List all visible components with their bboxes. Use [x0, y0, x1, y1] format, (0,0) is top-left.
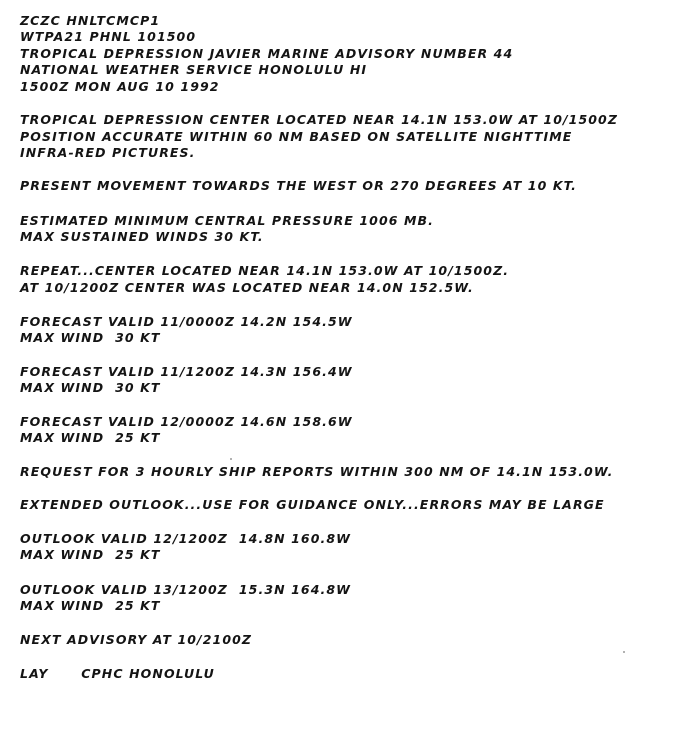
forecaster-signature: LAY CPHC HONOLULU	[20, 666, 215, 681]
outlook-valid-2: OUTLOOK VALID 13/1200Z 15.3N 164.8W	[20, 582, 352, 597]
central-pressure: ESTIMATED MINIMUM CENTRAL PRESSURE 1006 MB.	[20, 213, 435, 228]
present-movement: PRESENT MOVEMENT TOWARDS THE WEST OR 270 DEGREES AT 10 KT.	[20, 178, 577, 193]
ship-report-request: REQUEST FOR 3 HOURLY SHIP REPORTS WITHIN 300 NM OF 14.1N 153.0W.	[20, 464, 614, 479]
forecast-valid-3: FORECAST VALID 12/0000Z 14.6N 158.6W	[20, 414, 353, 429]
position-line-2: POSITION ACCURATE WITHIN 60 NM BASED ON SATELLITE NIGHTTIME	[20, 129, 573, 144]
header-line-wmo: WTPA21 PHNL 101500	[20, 29, 197, 44]
scan-speck	[623, 651, 625, 653]
repeat-line-2: AT 10/1200Z CENTER WAS LOCATED NEAR 14.0N 152.5W.	[20, 280, 474, 295]
issuing-office: NATIONAL WEATHER SERVICE HONOLULU HI	[20, 62, 368, 77]
next-advisory: NEXT ADVISORY AT 10/2100Z	[20, 632, 253, 647]
forecast-valid-1: FORECAST VALID 11/0000Z 14.2N 154.5W	[20, 314, 353, 329]
position-line-1: TROPICAL DEPRESSION CENTER LOCATED NEAR 14.1N 153.0W AT 10/1500Z	[20, 112, 619, 127]
outlook-wind-2: MAX WIND 25 KT	[20, 598, 161, 613]
forecast-valid-2: FORECAST VALID 11/1200Z 14.3N 156.4W	[20, 364, 353, 379]
max-sustained-winds: MAX SUSTAINED WINDS 30 KT.	[20, 229, 264, 244]
forecast-wind-3: MAX WIND 25 KT	[20, 430, 161, 445]
forecast-wind-1: MAX WIND 30 KT	[20, 330, 161, 345]
advisory-title: TROPICAL DEPRESSION JAVIER MARINE ADVISORY NUMBER 44	[20, 46, 514, 61]
issue-time: 1500Z MON AUG 10 1992	[20, 79, 220, 94]
forecast-wind-2: MAX WIND 30 KT	[20, 380, 161, 395]
outlook-valid-1: OUTLOOK VALID 12/1200Z 14.8N 160.8W	[20, 531, 352, 546]
header-line-zczc: ZCZC HNLTCMCP1	[20, 13, 161, 28]
scan-speck	[230, 458, 232, 460]
repeat-line-1: REPEAT...CENTER LOCATED NEAR 14.1N 153.0W AT 10/1500Z.	[20, 263, 510, 278]
position-line-3: INFRA-RED PICTURES.	[20, 145, 196, 160]
outlook-wind-1: MAX WIND 25 KT	[20, 547, 161, 562]
extended-outlook-note: EXTENDED OUTLOOK...USE FOR GUIDANCE ONLY...ERRORS MAY BE LARGE	[20, 497, 605, 512]
